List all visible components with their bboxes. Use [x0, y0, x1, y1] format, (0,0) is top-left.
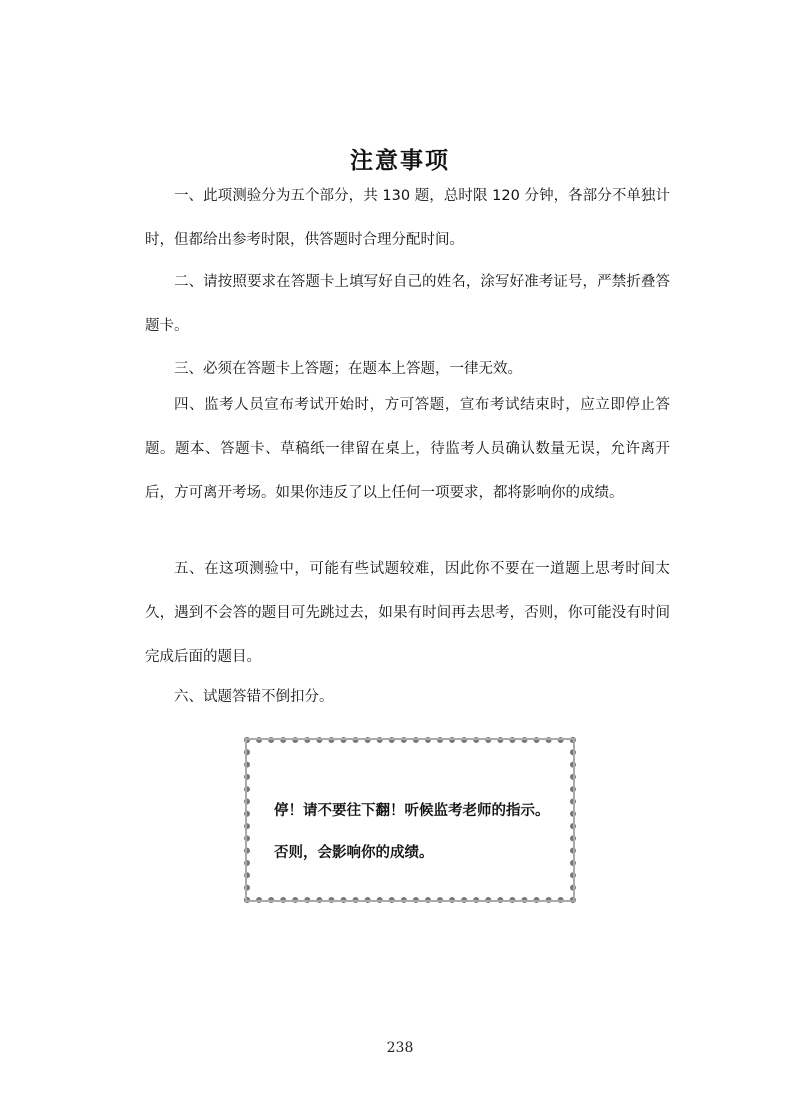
- instruction-item-4: 四、监考人员宣布考试开始时，方可答题，宣布考试结束时，应立即停止答题。题本、答题卡、草稿纸一律留在桌上，待监考人员确认数量无误，允许离开后，方可离开考场。如果你违反了以上任何一项要求，都将影响你的成绩。: [145, 397, 670, 501]
- instruction-item-3: 三、必须在答题卡上答题；在题本上答题，一律无效。: [174, 361, 522, 377]
- instruction-item-1: 一、此项测验分为五个部分，共 130 题，总时限 120 分钟，各部分不单独计时，但都给出参考时限，供答题时合理分配时间。: [145, 188, 670, 248]
- page-title: 注意事项: [350, 148, 450, 174]
- page-number: 238: [386, 1040, 414, 1056]
- instruction-item-5: 五、在这项测验中，可能有些试题较难，因此你不要在一道题上思考时间太久，遇到不会答的题目可先跳过去，如果有时间再去思考，否则，你可能没有时间完成后面的题目。: [145, 561, 670, 665]
- instruction-item-2: 二、请按照要求在答题卡上填写好自己的姓名，涂写好准考证号，严禁折叠答题卡。: [145, 274, 670, 334]
- instruction-item-6: 六、试题答错不倒扣分。: [174, 689, 334, 705]
- warning-notice-line: 否则，会影响你的成绩。: [274, 844, 434, 861]
- stop-notice-line: 停！请不要往下翻！听候监考老师的指示。: [274, 802, 550, 819]
- stop-notice-box: [244, 737, 576, 903]
